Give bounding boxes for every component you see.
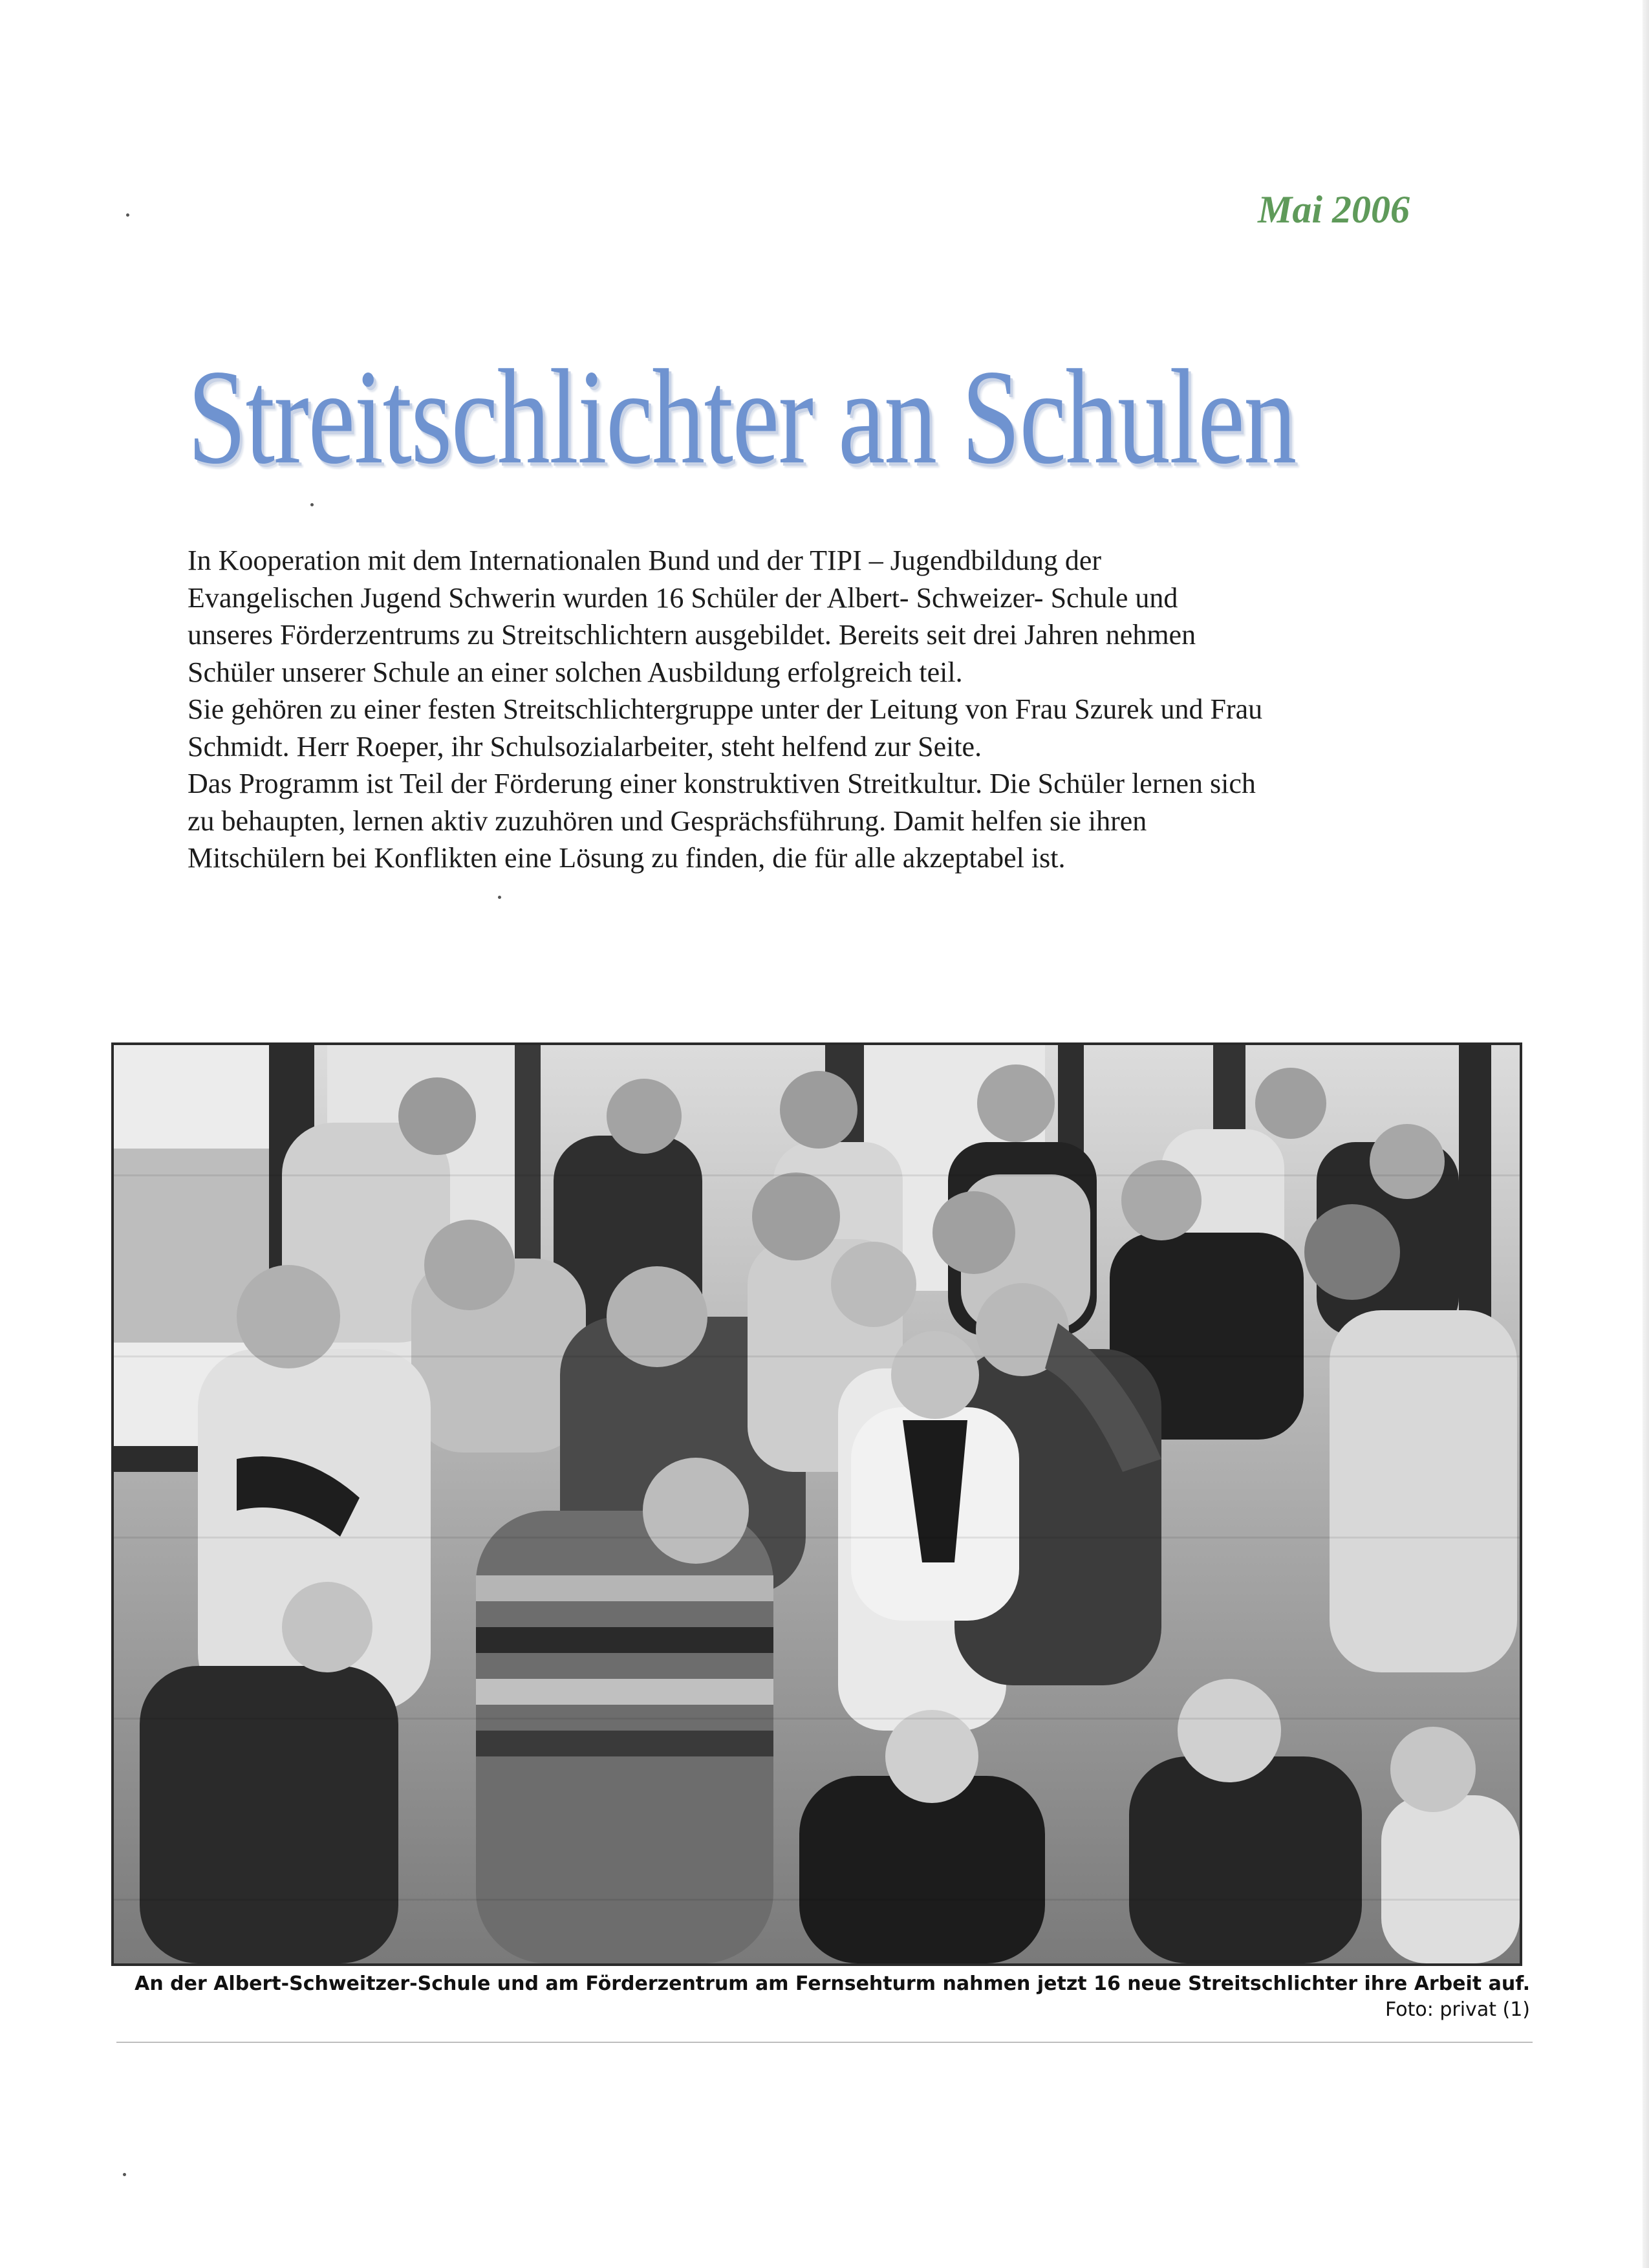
caption-rule — [116, 2042, 1533, 2043]
article-body — [188, 542, 1429, 877]
scan-speck — [498, 896, 501, 899]
issue-date: Mai 2006 — [1257, 188, 1410, 231]
article-line: Schüler unserer Schule an einer solchen Ausbildung erfolgreich teil. — [188, 656, 963, 688]
scan-speck — [126, 213, 129, 217]
scan-edge — [1643, 0, 1649, 2268]
group-photo-image — [114, 1045, 1520, 1963]
article-line: Das Programm ist Teil der Förderung einer konstruktiven Streitkultur. Die Schüler lernen sich — [188, 768, 1256, 799]
article-paragraph — [188, 542, 1429, 877]
article-line: In Kooperation mit dem Internationalen Bund und der TIPI – Jugendbildung der — [188, 545, 1102, 576]
scan-speck — [310, 503, 314, 506]
article-headline: Streitschlichter an Schulen — [188, 342, 1296, 492]
photo-credit: Foto: privat (1) — [1385, 1998, 1530, 2021]
photo-caption: An der Albert-Schweitzer-Schule und am Förderzentrum am Fernsehturm nahmen jetzt 16 neue Streitschlichter ihre Arbeit auf. — [135, 1972, 1530, 1995]
article-line: zu behaupten, lernen aktiv zuzuhören und Gesprächsführung. Damit helfen sie ihren — [188, 805, 1147, 837]
scan-speck — [123, 2173, 126, 2176]
article-line: Schmidt. Herr Roeper, ihr Schulsozialarbeiter, steht helfend zur Seite. — [188, 730, 982, 762]
article-line: Sie gehören zu einer festen Streitschlichtergruppe unter der Leitung von Frau Szurek und Frau — [188, 693, 1263, 725]
group-photo — [111, 1042, 1522, 1966]
article-line: unseres Förderzentrums zu Streitschlichtern ausgebildet. Bereits seit drei Jahren nehmen — [188, 619, 1196, 651]
article-line: Evangelischen Jugend Schwerin wurden 16 Schüler der Albert- Schweizer- Schule und — [188, 581, 1178, 614]
article-line: Mitschülern bei Konflikten eine Lösung zu finden, die für alle akzeptabel ist. — [188, 842, 1066, 874]
